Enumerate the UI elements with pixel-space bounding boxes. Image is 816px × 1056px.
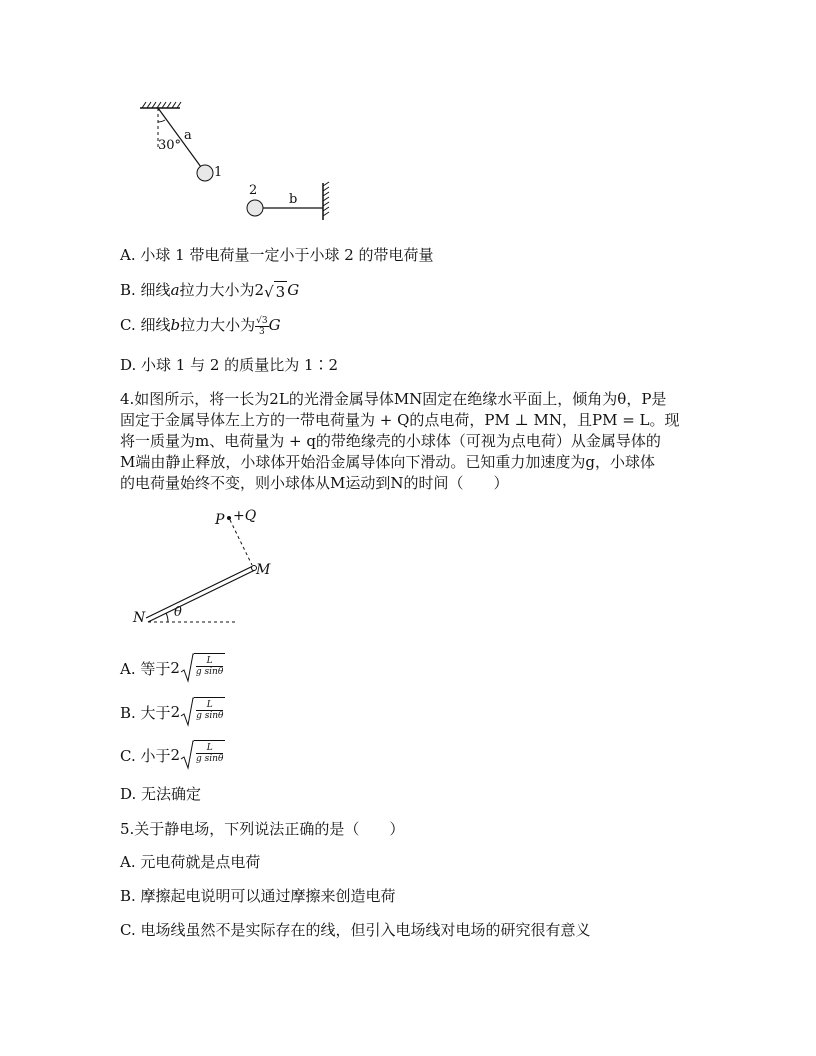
line-b-label: b: [289, 192, 298, 207]
q5-option-c: C. 电场线虽然不是实际存在的线，但引入电场线对电场的研究很有意义: [120, 921, 591, 939]
sqrt-sign: √ 3: [264, 283, 286, 301]
sqrt-sign: $\frac{L}{\text{g sinθ}}$: [180, 653, 225, 683]
q3-option-b: B. 细线a拉力大小为2√ 3 G: [120, 281, 300, 301]
label-p: P: [215, 512, 225, 528]
label-n: N: [133, 610, 146, 626]
q5-option-b: B. 摩擦起电说明可以通过摩擦来创造电荷: [120, 887, 396, 905]
q4-stem: 4.如图所示，将一长为2L的光滑金属导体MN固定在绝缘水平面上，倾角为θ，P是 固定于金属导体左上方的一带电荷量为 + Q的点电荷，PM ⊥ MN，且PM = L。现 将一质量为m、电荷量为 + q的带绝缘壳的小球体（可视为点电荷）从金属导体的 M端由静止释放，小球体开始沿金属导体向下滑动。已知重力加速度为g，小球体 的电荷量始终不变，则小球体从M运动到N的时间（ ）: [120, 390, 680, 492]
q4-option-a: A. 等于 2 $\frac{L}{\text{g sinθ}}$: [120, 651, 225, 685]
sqrt-sign: $\frac{L}{\text{g sinθ}}$: [180, 697, 225, 727]
label-theta: θ: [174, 605, 182, 620]
ball-2-label: 2: [249, 183, 258, 198]
label-m: M: [256, 562, 271, 578]
ball-1-label: 1: [214, 165, 223, 180]
sqrt-sign: $\frac{L}{\text{g sinθ}}$: [180, 740, 225, 770]
q5-stem: 5.关于静电场，下列说法正确的是（ ）: [120, 820, 405, 838]
q4-option-d: D. 无法确定: [120, 785, 202, 803]
q3-option-d: D. 小球 1 与 2 的质量比为 1∶2: [120, 356, 339, 374]
q4-option-b: B. 大于 2 $\frac{L}{\text{g sinθ}}$: [120, 695, 225, 729]
q4-option-c: C. 小于 2 $\frac{L}{\text{g sinθ}}$: [120, 738, 225, 772]
fraction-sqrt3-over-3: $\frac{√3}{3}$: [256, 315, 268, 337]
q5-option-a: A. 元电荷就是点电荷: [120, 853, 261, 871]
figure-hanging-balls: [130, 98, 340, 220]
q3-option-c: C. 细线b拉力大小为 $\frac{√3}{3}$ G: [120, 315, 281, 337]
angle-label: 30°: [158, 138, 182, 153]
line-a-label: a: [184, 128, 192, 143]
q3-option-a: A. 小球 1 带电荷量一定小于小球 2 的带电荷量: [120, 246, 434, 264]
label-plus-q: +Q: [233, 508, 257, 524]
